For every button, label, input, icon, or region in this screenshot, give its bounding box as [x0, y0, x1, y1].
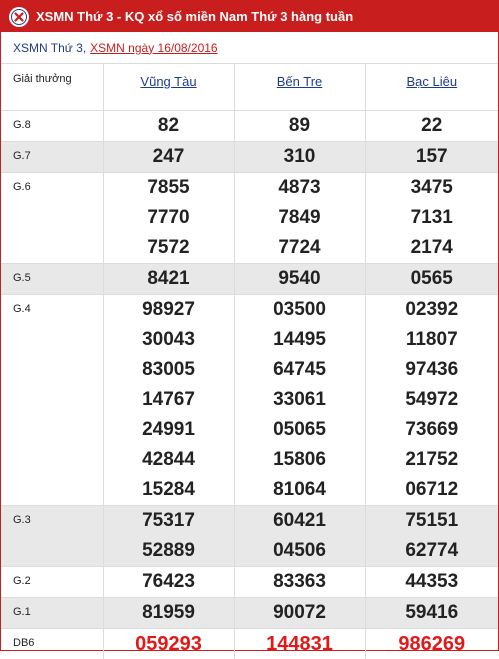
prize-number: 81064 [273, 478, 326, 500]
prize-cell [234, 505, 365, 566]
prize-cell [234, 597, 365, 628]
prize-number: 3475 [410, 176, 453, 198]
prize-cell [365, 505, 498, 566]
prize-number: 62774 [405, 539, 459, 561]
prize-number: 7131 [410, 206, 453, 228]
prize-number: 90072 [273, 601, 326, 623]
prize-number: 14495 [273, 328, 326, 350]
prize-number: 22 [421, 114, 443, 136]
results-body [1, 110, 498, 659]
province-link-ben-tre[interactable]: Bến Tre [276, 74, 323, 89]
prize-number: 06712 [405, 478, 459, 500]
prize-number: 157 [415, 145, 448, 167]
prize-row [1, 110, 498, 141]
special-prize-number: 144831 [266, 632, 333, 655]
prize-number: 15284 [142, 478, 195, 500]
prize-label: G.8 [13, 118, 31, 131]
prize-label: DB6 [1, 628, 103, 659]
prize-number: 64745 [273, 358, 326, 380]
prize-number: 7572 [147, 236, 190, 258]
prize-number: 24991 [142, 418, 195, 440]
prize-number: 7770 [147, 206, 190, 228]
prize-cell [234, 294, 365, 505]
prize-number: 75317 [142, 509, 195, 531]
prize-number: 9540 [278, 267, 321, 289]
results-table [1, 64, 498, 659]
prize-number: 7855 [147, 176, 190, 198]
province-header [103, 64, 234, 110]
prize-cell [234, 628, 365, 659]
prize-number: 97436 [405, 358, 459, 380]
prize-number: 83363 [273, 570, 326, 592]
prize-number: 83005 [142, 358, 195, 380]
prize-row [1, 294, 498, 505]
prize-cell [365, 597, 498, 628]
prize-number: 73669 [405, 418, 459, 440]
prize-number: 44353 [405, 570, 459, 592]
prize-number: 21752 [405, 448, 459, 470]
special-prize-number: 059293 [135, 632, 202, 655]
province-header [234, 64, 365, 110]
prize-cell [103, 566, 234, 597]
special-prize-number: 986269 [398, 632, 466, 655]
prize-row [1, 597, 498, 628]
prize-number: 98927 [142, 298, 195, 320]
prize-number: 2174 [410, 236, 453, 258]
prize-number: 82 [157, 114, 180, 136]
prize-number: 11807 [405, 328, 458, 350]
prize-cell [234, 172, 365, 263]
prize-cell [103, 172, 234, 263]
prize-row [1, 141, 498, 172]
table-header-row [1, 64, 498, 110]
prize-cell [365, 172, 498, 263]
prize-column-header: Giải thưởng [1, 64, 103, 110]
prize-cell [365, 263, 498, 294]
prize-number: 02392 [405, 298, 459, 320]
prize-number: 76423 [142, 570, 195, 592]
province-link-vung-tau[interactable]: Vũng Tàu [140, 74, 197, 89]
prize-cell [365, 566, 498, 597]
prize-cell [103, 263, 234, 294]
prize-label: G.5 [1, 263, 103, 294]
prize-number: 59416 [405, 601, 459, 623]
prize-number: 42844 [142, 448, 195, 470]
prize-row [1, 628, 498, 659]
prize-number: 7849 [278, 206, 321, 228]
prize-row [1, 505, 498, 566]
prize-label: G.7 [1, 141, 103, 172]
prize-label: G.2 [1, 566, 103, 597]
panel-title: XSMN Thứ 3 - KQ xổ số miền Nam Thứ 3 hàng tuần [36, 9, 354, 24]
prize-label: G.1 [1, 597, 103, 628]
prize-row [1, 263, 498, 294]
province-link-bac-lieu[interactable]: Bạc Liêu [406, 74, 458, 89]
prize-number: 15806 [273, 448, 326, 470]
prize-row [1, 172, 498, 263]
prize-number: 33061 [273, 388, 326, 410]
prize-cell [234, 263, 365, 294]
prize-row [1, 566, 498, 597]
prize-cell [103, 141, 234, 172]
date-link[interactable]: XSMN ngày 16/08/2016 [90, 40, 218, 55]
prize-number: 247 [152, 145, 185, 167]
prize-label: G.6 [1, 172, 103, 263]
prize-cell [234, 110, 365, 141]
panel-header [1, 1, 498, 32]
prize-number: 05065 [273, 418, 326, 440]
prize-cell [103, 110, 234, 141]
prize-number: 310 [283, 145, 316, 167]
prize-cell [103, 628, 234, 659]
prize-label: G.3 [1, 505, 103, 566]
prize-number: 75151 [405, 509, 459, 531]
prize-number: 54972 [405, 388, 459, 410]
province-header [365, 64, 498, 110]
breadcrumb [1, 32, 498, 64]
prize-cell [234, 566, 365, 597]
prize-number: 03500 [273, 298, 326, 320]
prize-number: 0565 [410, 267, 453, 289]
prize-cell [365, 628, 498, 659]
prize-number: 7724 [278, 236, 321, 258]
prize-number: 4873 [278, 176, 321, 198]
x-circle-icon [9, 7, 29, 27]
prize-cell [234, 141, 365, 172]
prize-cell [365, 294, 498, 505]
prize-cell [365, 141, 498, 172]
prize-number: 60421 [273, 509, 326, 531]
prize-number: 89 [288, 114, 311, 136]
prize-cell [103, 597, 234, 628]
prize-number: 04506 [273, 539, 326, 561]
prize-cell [103, 505, 234, 566]
prize-number: 81959 [142, 601, 195, 623]
prize-number: 52889 [142, 539, 195, 561]
prize-cell [103, 294, 234, 505]
prize-number: 14767 [142, 388, 195, 410]
prize-cell [365, 110, 498, 141]
prize-label: G.4 [1, 294, 103, 505]
prize-number: 30043 [142, 328, 195, 350]
breadcrumb-prefix: XSMN Thứ 3, [13, 40, 87, 55]
prize-number: 8421 [147, 267, 190, 289]
